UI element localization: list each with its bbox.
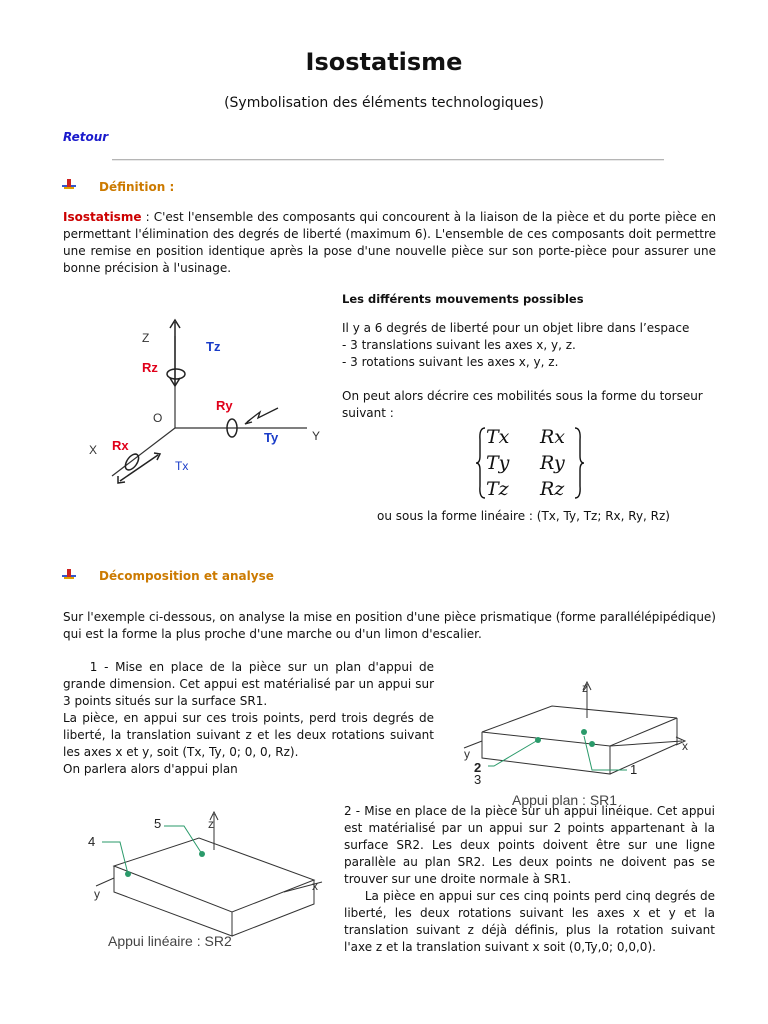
- step1-paragraph2: La pièce, en appui sur ces trois points, perd trois degrés de liberté, la translation suivant z et les deux rotations suivant les axes x et y, soit (Tx, Ty, 0; 0, 0, Rz).: [63, 711, 434, 759]
- label-tz: Tz: [206, 339, 221, 354]
- support-point: [535, 737, 541, 743]
- degrees-of-freedom-figure: [82, 316, 332, 506]
- matrix-cell: Rx: [540, 426, 566, 448]
- box-front: [114, 866, 232, 936]
- page-subtitle: (Symbolisation des éléments technologiques): [224, 95, 544, 111]
- ty-arrow: [247, 408, 278, 422]
- movements-heading: Les différents mouvements possibles: [342, 292, 584, 306]
- torseur-intro: On peut alors décrire ces mobilités sous la forme du torseur suivant :: [342, 389, 703, 420]
- appui-lineaire-figure: [84, 808, 330, 958]
- label-ty: Ty: [264, 430, 279, 445]
- axis-label-x: x: [682, 739, 688, 753]
- box-side: [610, 718, 677, 774]
- matrix-cell: Tx: [486, 426, 510, 448]
- point-label-2: 2: [474, 760, 482, 775]
- definition-paragraph: [63, 209, 716, 277]
- support-point: [581, 729, 587, 735]
- label-tx: Tx: [175, 459, 189, 473]
- torseur-matrix: [476, 424, 586, 502]
- support-point: [125, 871, 131, 877]
- box-side: [232, 880, 314, 936]
- appui-plan-figure: [442, 666, 704, 812]
- matrix-cell: Ty: [486, 452, 510, 474]
- section-heading-definition: Définition :: [99, 180, 175, 194]
- point-label-5: 5: [154, 816, 162, 831]
- axis-label-y: y: [94, 887, 100, 901]
- step2-block: [344, 803, 719, 956]
- label-ry: Ry: [216, 398, 233, 413]
- support-point: [589, 741, 595, 747]
- axis-label-z: z: [582, 681, 588, 695]
- step1-paragraph1: 1 - Mise en place de la pièce sur un plan d'appui de grande dimension. Cet appui est matérialisé par un appui sur 3 points situés sur la surface SR1.: [63, 660, 438, 708]
- movements-line2: - 3 translations suivant les axes x, y, z.: [342, 338, 576, 352]
- point-label-3: 3: [474, 772, 482, 787]
- definition-term: Isostatisme: [63, 210, 142, 224]
- label-x: X: [89, 443, 98, 457]
- point-label-4: 4: [88, 834, 96, 849]
- linear-form: ou sous la forme linéaire : (Tx, Ty, Tz; Rx, Ry, Rz): [377, 509, 670, 523]
- axis-label-y: y: [464, 747, 470, 761]
- rz-rotation: [167, 369, 185, 379]
- section-bullet-icon: [62, 178, 76, 190]
- label-y: Y: [312, 429, 321, 443]
- movements-line1: Il y a 6 degrés de liberté pour un objet libre dans l’espace: [342, 321, 690, 335]
- support-point: [199, 851, 205, 857]
- axis-label-z: z: [208, 817, 214, 831]
- matrix-cell: Ry: [540, 452, 565, 474]
- figure-caption-plan: Appui plan : SR1: [512, 792, 618, 808]
- label-rx: Rx: [112, 438, 129, 453]
- step1-paragraph3: On parlera alors d'appui plan: [63, 762, 238, 776]
- section-bullet-icon: [62, 568, 76, 580]
- back-link[interactable]: Retour: [63, 130, 109, 144]
- definition-text: : C'est l'ensemble des composants qui concourent à la liaison de la pièce et du porte pièce en permettant l'élimination des degrés de liberté (maximum 6). L'ensemble de ces composants doit permettre une remise en position identique après la pose d'une nouvelle pièce sur son porte-pièce pour assurer une bonne précision à l'usinage.: [63, 210, 716, 275]
- matrix-cell: Rz: [540, 478, 565, 500]
- point-label-1: 1: [630, 762, 638, 777]
- axis-label-x: x: [312, 879, 318, 893]
- movements-line3: - 3 rotations suivant les axes x, y, z.: [342, 355, 559, 369]
- label-rz: Rz: [142, 360, 158, 375]
- figure-caption-lineaire: Appui linéaire : SR2: [108, 933, 232, 949]
- label-o: O: [153, 411, 163, 425]
- step2-paragraph1: 2 - Mise en place de la pièce sur un appui linéique. Cet appui est matérialisé par un appui sur 2 points appartenant à la surface SR2. Les deux points doivent être sur une ligne parallèle au plan SR2. Les deux points ne doivent pas se trouver sur une droite normale à SR1.: [344, 804, 715, 886]
- left-brace: [476, 426, 486, 500]
- page-title: Isostatisme: [305, 48, 463, 76]
- right-brace: [574, 426, 584, 500]
- matrix-cell: Tz: [486, 478, 509, 500]
- axis-y: [96, 878, 114, 886]
- box-top: [482, 706, 677, 746]
- step2-paragraph2: La pièce en appui sur ces cinq points perd cinq degrés de liberté, les deux rotations suivant les axes x et y et la translation suivant z déjà définis, plus la rotation suivant l'axe z et la translation suivant x soit (0,Ty,0; 0,0,0).: [344, 889, 719, 954]
- decomposition-intro: Sur l'exemple ci-dessous, on analyse la mise en position d'une pièce prismatique (forme parallélépipédique) qui est la forme la plus proche d'une marche ou d'un limon d'escalier.: [63, 610, 716, 641]
- divider: [112, 159, 664, 161]
- box-front: [482, 732, 610, 774]
- label-z: Z: [142, 331, 150, 345]
- section-heading-decomposition: Décomposition et analyse: [99, 569, 274, 583]
- step1-block: [63, 659, 438, 778]
